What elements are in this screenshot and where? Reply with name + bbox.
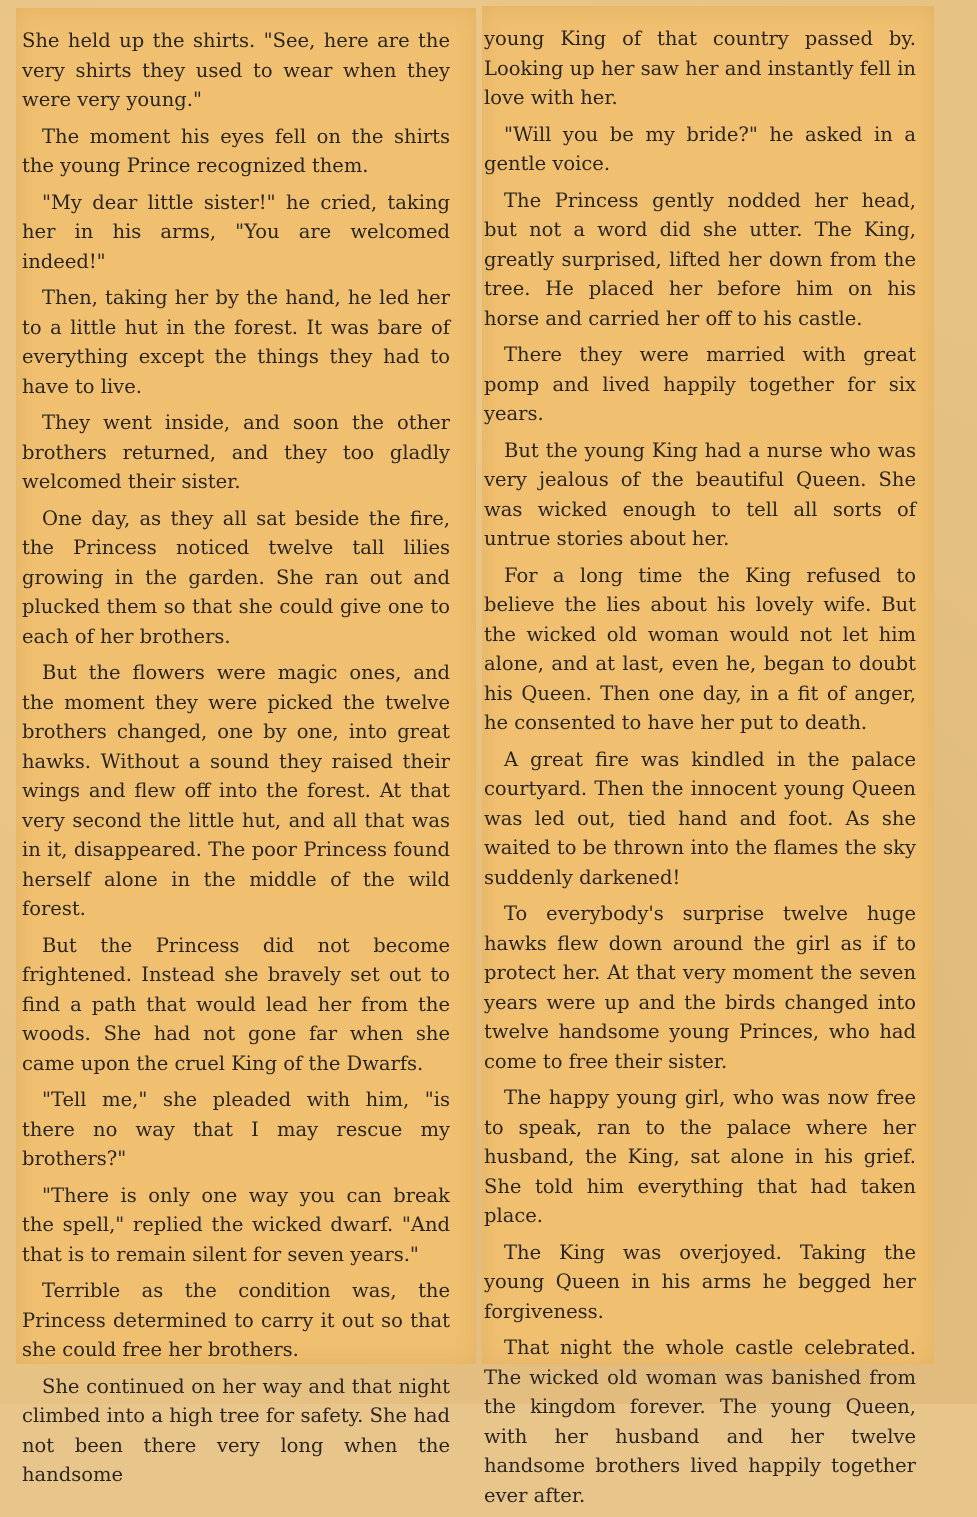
paragraph: "My dear little sister!" he cried, taking her in his arms, "You are welcomed indeed!": [22, 190, 450, 273]
right-column: [484, 24, 916, 1517]
paragraph: Then, taking her by the hand, he led her to a little hut in the forest. It was bare of everything except the things they had to have to live.: [22, 286, 450, 398]
paragraph: She held up the shirts. "See, here are the very shirts they used to wear when they were very young.": [22, 29, 450, 111]
paragraph: But the flowers were magic ones, and the moment they were picked the twelve brothers changed, one by one, into great hawks. Without a sound they raised their wings and flew off into the forest. At that very second the little hut, and all that was in it, disappeared. The poor Princess found herself alone in the middle of the wild forest.: [22, 661, 450, 920]
paragraph: But the Princess did not become frightened. Instead she bravely set out to find a path that would lead her from the woods. She had not gone far when she came upon the cruel King of the Dwarfs.: [22, 933, 450, 1075]
paragraph: To everybody's surprise twelve huge hawks flew down around the girl as if to protect her. At that very moment the seven years were up and the birds changed into twelve handsome young Princes, who had come to free their sister.: [484, 902, 916, 1073]
paragraph: "There is only one way you can break the spell," replied the wicked dwarf. "And that is to remain silent for seven years.": [22, 1183, 450, 1266]
paragraph: One day, as they all sat beside the fire, the Princess noticed twelve tall lilies growing in the garden. She ran out and plucked them so that she could give one to each of her brothers.: [22, 506, 450, 648]
paragraph: The moment his eyes fell on the shirts the young Prince recognized them.: [22, 124, 450, 177]
paragraph: That night the whole castle celebrated. The wicked old woman was banished from the kingdom forever. The young Queen, with her husband and her twelve handsome brothers lived happily together ever after.: [484, 1336, 916, 1507]
paragraph: A great fire was kindled in the palace courtyard. Then the innocent young Queen was led out, tied hand and foot. As she waited to be thrown into the flames the sky suddenly darkened!: [484, 747, 916, 889]
paragraph: "Tell me," she pleaded with him, "is there no way that I may rescue my brothers?": [22, 1088, 450, 1170]
paragraph: She continued on her way and that night climbed into a high tree for safety. She had not been there very long when the handsome: [22, 1374, 450, 1486]
paragraph: Terrible as the condition was, the Princess determined to carry it out so that she could free her brothers.: [22, 1279, 450, 1361]
paragraph: They went inside, and soon the other brothers returned, and they too gladly welcomed their sister.: [22, 411, 450, 493]
paragraph: But the young King had a nurse who was very jealous of the beautiful Queen. She was wicked enough to tell all sorts of untrue stories about her.: [484, 438, 916, 550]
paragraph: The Princess gently nodded her head, but not a word did she utter. The King, greatly surprised, lifted her down from the tree. He placed her before him on his horse and carried her off to his castle.: [484, 188, 916, 330]
paragraph: For a long time the King refused to believe the lies about his lovely wife. But the wicked old woman would not let him alone, and at last, even he, began to doubt his Queen. Then one day, in a fit of anger, he consented to have her put to death.: [484, 563, 916, 734]
paragraph: young King of that country passed by. Looking up her saw her and instantly fell in love with her.: [484, 27, 916, 109]
paragraph: "Will you be my bride?" he asked in a gentle voice.: [484, 122, 916, 175]
paragraph: There they were married with great pomp and lived happily together for six years.: [484, 343, 916, 425]
paragraph: The King was overjoyed. Taking the young Queen in his arms he begged her forgiveness.: [484, 1240, 916, 1323]
left-column: [22, 26, 450, 1497]
paragraph: The happy young girl, who was now free to speak, ran to the palace where her husband, the King, sat alone in his grief. She told him everything that had taken place.: [484, 1086, 916, 1227]
